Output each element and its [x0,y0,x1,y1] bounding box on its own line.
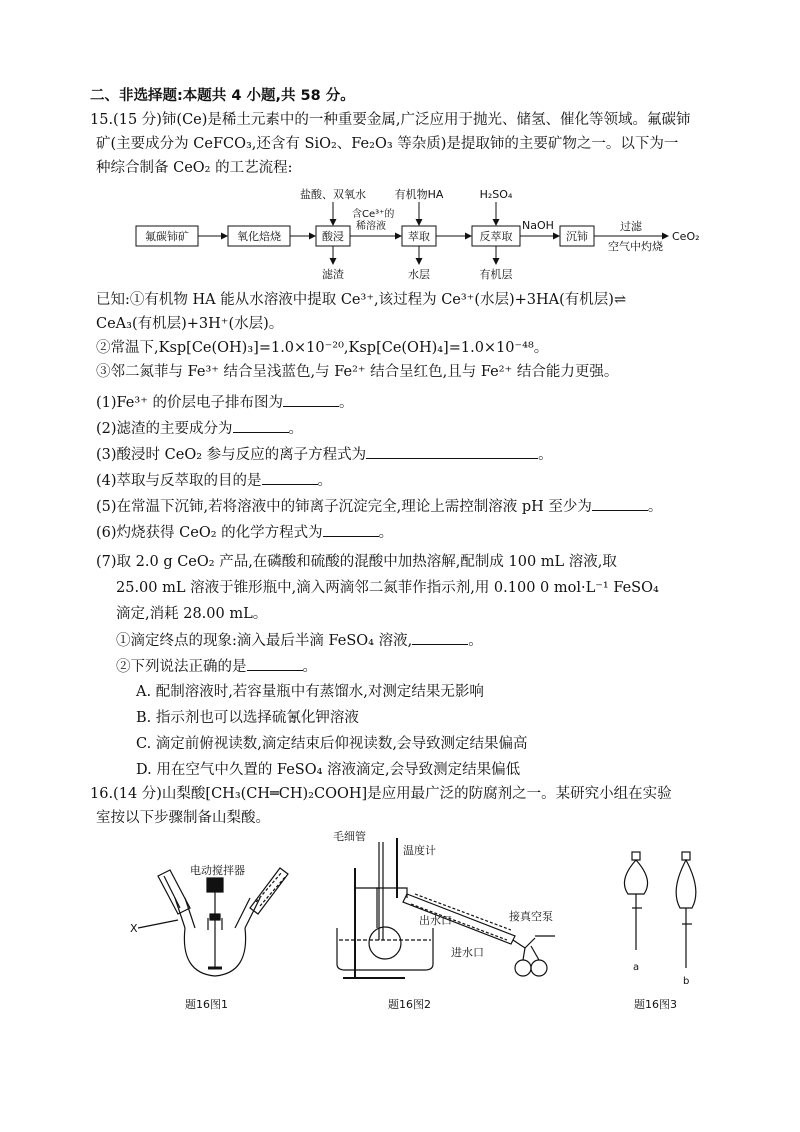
figure-16-3 [610,850,720,990]
option-d: D. 用在空气中久置的 FeSO₄ 溶液滴定,会导致测定结果偏低 [136,762,521,778]
flow-mid-label-2: 稀溶液 [356,221,386,232]
q16-line-2: 室按以下步骤制备山梨酸。 [96,810,270,826]
water-inlet-label: 进水口 [451,946,484,959]
flow-output-residue: 滤渣 [322,268,344,281]
question-3-text: (3)酸浸时 CeO₂ 参与反应的离子方程式为 [96,447,367,463]
funnel-b-label: b [683,976,690,987]
known-line-3: ②常温下,Ksp[Ce(OH)₃]=1.0×10⁻²⁰,Ksp[Ce(OH)₄]=1.0×10⁻⁴⁸。 [96,340,549,356]
answer-blank[interactable] [283,392,339,407]
figure-16-2 [325,828,565,988]
flow-final-top: 过滤 [620,220,642,233]
question-7-1-text: ①滴定终点的现象:滴入最后半滴 FeSO₄ 溶液, [116,633,413,649]
option-a: A. 配制溶液时,若容量瓶中有蒸馏水,对测定结果无影响 [136,684,484,700]
question-1-text: (1)Fe³⁺ 的价层电子排布图为 [96,395,283,411]
funnel-a [624,860,647,894]
flow-box-ore-label: 氟碳铈矿 [145,230,189,243]
question-6-text: (6)灼烧获得 CeO₂ 的化学方程式为 [96,525,323,541]
section-title: 二、非选择题:本题共 4 小题,共 58 分。 [90,88,355,104]
thermometer-label: 温度计 [403,844,436,857]
answer-blank[interactable] [262,470,318,485]
flow-box-acid-leach-label: 酸浸 [322,230,344,243]
flow-box-precipitate-label: 沉铈 [566,230,588,243]
process-flow-chart [130,186,730,282]
flow-output-organic: 有机层 [479,268,513,281]
question-7-2: ②下列说法正确的是 。 [116,656,317,677]
x-label: X [130,922,138,935]
question-2: (2)滤渣的主要成分为 。 [96,418,303,439]
figure-16-1 [130,858,310,988]
flow-box-roast-label: 氧化焙烧 [237,230,281,243]
flow-input-acid: 盐酸、双氧水 [300,188,366,201]
known-line-4: ③邻二氮菲与 Fe³⁺ 结合呈浅蓝色,与 Fe²⁺ 结合呈红色,且与 Fe²⁺ 结合能力更强。 [96,364,619,380]
question-7-1: ①滴定终点的现象:滴入最后半滴 FeSO₄ 溶液, 。 [116,630,483,651]
vacuum-pump-label: 接真空泵 [509,910,553,923]
figure-16-3-caption: 题16图3 [634,998,677,1011]
receiver-flask [515,960,531,976]
distilling-flask [369,927,401,959]
flow-output-water: 水层 [408,268,430,281]
water-bath [337,928,433,970]
q15-line-2: 矿(主要成分为 CeFCO₃,还含有 SiO₂、Fe₂O₃ 等杂质)是提取铈的主要矿物之一。以下为一 [96,136,679,152]
water-outlet-label: 出水口 [419,914,452,927]
figure-16-1-caption: 题16图1 [185,998,228,1011]
stirrer-label: 电动搅拌器 [190,864,245,877]
option-b: B. 指示剂也可以选择硫氰化钾溶液 [136,710,359,726]
flow-box-extract-label: 萃取 [408,230,430,243]
known-line-2: CeA₃(有机层)+3H⁺(水层)。 [96,316,284,332]
question-7-line-1: (7)取 2.0 g CeO₂ 产品,在磷酸和硫酸的混酸中加热溶解,配制成 100 mL 溶液,取 [96,554,617,570]
question-7-line-2: 25.00 mL 溶液于锥形瓶中,滴入两滴邻二氮菲作指示剂,用 0.100 0 mol·L⁻¹ FeSO₄ [116,580,659,596]
flow-box-back-extract-label: 反萃取 [479,230,513,243]
option-c: C. 滴定前俯视读数,滴定结束后仰视读数,会导致测定结果偏高 [136,736,528,752]
flow-final-bottom: 空气中灼烧 [608,240,663,253]
question-4: (4)萃取与反萃取的目的是 。 [96,470,332,491]
question-1: (1)Fe³⁺ 的价层电子排布图为 。 [96,392,353,413]
question-5: (5)在常温下沉铈,若将溶液中的铈离子沉淀完全,理论上需控制溶液 pH 至少为 。 [96,496,662,517]
answer-blank[interactable] [323,522,379,537]
answer-blank[interactable] [247,656,303,671]
answer-blank[interactable] [233,418,289,433]
question-4-text: (4)萃取与反萃取的目的是 [96,473,262,489]
answer-blank[interactable] [592,496,648,511]
flow-input-h2so4: H₂SO₄ [479,188,513,201]
question-3: (3)酸浸时 CeO₂ 参与反应的离子方程式为 。 [96,444,553,465]
flow-product: CeO₂ [672,230,700,243]
question-6: (6)灼烧获得 CeO₂ 的化学方程式为 。 [96,522,393,543]
funnel-a-label: a [633,962,640,973]
figure-16-2-caption: 题16图2 [388,998,431,1011]
question-7-2-text: ②下列说法正确的是 [116,659,247,675]
capillary-label: 毛细管 [333,830,366,843]
flow-naoh: NaOH [522,219,554,232]
q15-line-1: 15.(15 分)铈(Ce)是稀土元素中的一种重要金属,广泛应用于抛光、储氢、催化等领域。氟碳铈 [90,112,691,128]
q15-line-3: 种综合制备 CeO₂ 的工艺流程: [96,160,293,176]
stirrer-motor [207,878,223,892]
q16-line-1: 16.(14 分)山梨酸[CH₃(CH═CH)₂COOH]是应用最广泛的防腐剂之一。某研究小组在实验 [90,786,672,802]
funnel-b [676,860,696,908]
question-7-line-3: 滴定,消耗 28.00 mL。 [116,606,268,622]
question-5-text: (5)在常温下沉铈,若将溶液中的铈离子沉淀完全,理论上需控制溶液 pH 至少为 [96,499,592,515]
flow-mid-label-1: 含Ce³⁺的 [352,209,395,220]
known-line-1: 已知:①有机物 HA 能从水溶液中提取 Ce³⁺,该过程为 Ce³⁺(水层)+3HA(有机层)⇌ [96,292,627,308]
answer-blank[interactable] [366,444,538,459]
question-2-text: (2)滤渣的主要成分为 [96,421,233,437]
answer-blank[interactable] [412,630,468,645]
flow-input-ha: 有机物HA [394,188,444,201]
